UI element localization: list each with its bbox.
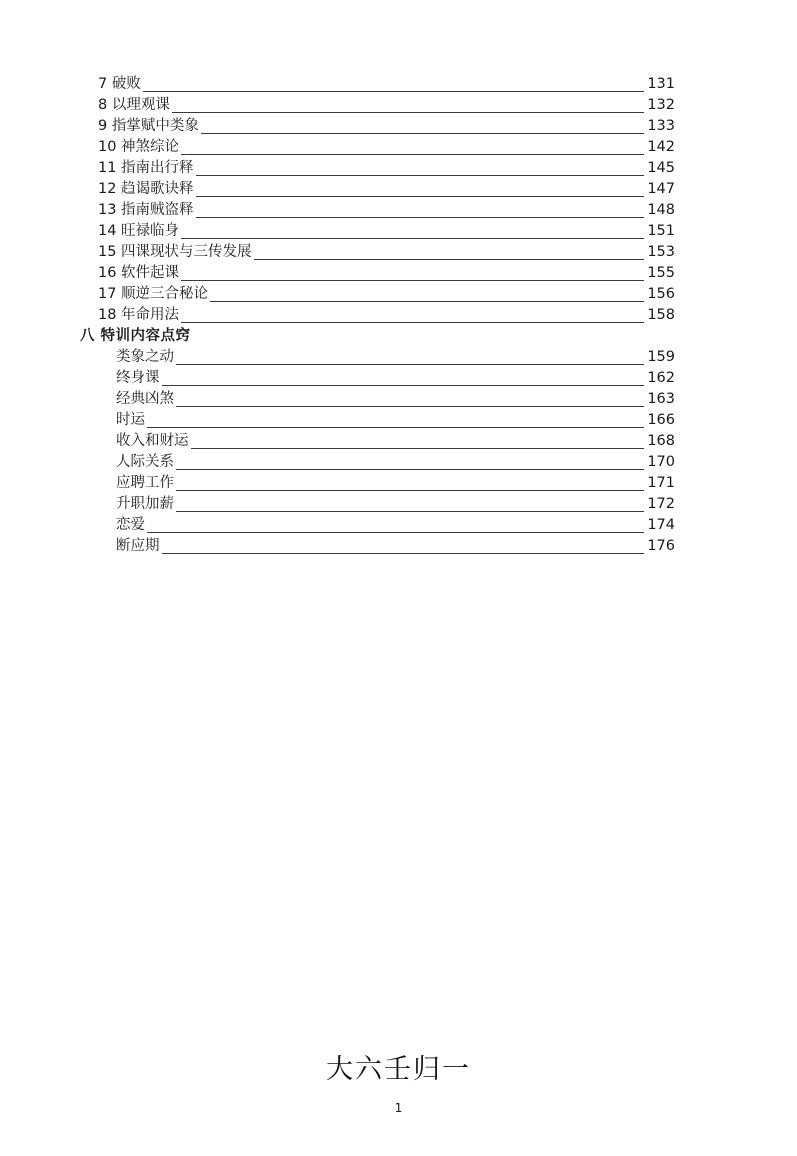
toc-entry[interactable] <box>80 200 675 221</box>
toc-entry[interactable] <box>80 137 675 158</box>
toc-entry-page: 166 <box>647 412 675 428</box>
toc-leader-dots <box>176 462 644 473</box>
toc-entry[interactable] <box>80 263 675 284</box>
toc-entry-label: 8 以理观课 <box>98 97 170 113</box>
toc-entry-page: 163 <box>647 391 675 407</box>
toc-entry[interactable] <box>80 284 675 305</box>
toc-leader-dots <box>210 294 644 305</box>
toc-leader-dots <box>147 420 644 431</box>
toc-entry-label: 11 指南出行释 <box>98 160 194 176</box>
toc-entry-page: 168 <box>647 433 675 449</box>
toc-entry-page: 155 <box>647 265 675 281</box>
toc-entry-label: 时运 <box>116 412 145 428</box>
toc-leader-dots <box>176 504 644 515</box>
toc-entry-page: 156 <box>647 286 675 302</box>
toc-entry-page: 151 <box>647 223 675 239</box>
toc-entry[interactable] <box>80 326 675 347</box>
toc-entry-page: 174 <box>647 517 675 533</box>
toc-entry-label: 终身课 <box>116 370 160 386</box>
toc-leader-dots <box>196 210 645 221</box>
toc-entry[interactable] <box>80 179 675 200</box>
toc-leader-dots <box>191 441 645 452</box>
toc-leader-dots <box>201 126 644 137</box>
toc-entry-label: 断应期 <box>116 538 160 554</box>
toc-leader-dots <box>181 147 644 158</box>
toc-entry-page: 147 <box>647 181 675 197</box>
toc-entry-label: 10 神煞综论 <box>98 139 180 155</box>
toc-entry-label: 恋爱 <box>116 517 145 533</box>
toc-entry-label: 八 特训内容点窍 <box>80 328 191 344</box>
toc-leader-dots <box>181 273 644 284</box>
toc-leader-dots <box>196 168 645 179</box>
toc-entry[interactable] <box>80 221 675 242</box>
toc-entry[interactable] <box>80 347 675 368</box>
toc-entry[interactable] <box>80 242 675 263</box>
toc-entry-label: 类象之动 <box>116 349 174 365</box>
toc-entry-label: 12 趋谒歌诀释 <box>98 181 194 197</box>
toc-entry-page: 172 <box>647 496 675 512</box>
toc-leader-dots <box>176 483 644 494</box>
toc-entry[interactable] <box>80 473 675 494</box>
toc-leader-dots <box>162 378 645 389</box>
toc-entry[interactable] <box>80 95 675 116</box>
toc-leader-dots <box>176 399 644 410</box>
toc-leader-dots <box>147 525 644 536</box>
book-title: 大六壬归一 <box>326 1054 471 1085</box>
toc-leader-dots <box>143 84 644 95</box>
toc-leader-dots <box>254 252 645 263</box>
toc-entry-label: 应聘工作 <box>116 475 174 491</box>
toc-entry-label: 13 指南贼盗释 <box>98 202 194 218</box>
toc-leader-dots <box>162 546 645 557</box>
toc-entry-page: 162 <box>647 370 675 386</box>
toc-entry-page: 158 <box>647 307 675 323</box>
toc-entry-page: 142 <box>647 139 675 155</box>
toc-entry[interactable] <box>80 431 675 452</box>
toc-entry-label: 人际关系 <box>116 454 174 470</box>
toc-entry-label: 16 软件起课 <box>98 265 180 281</box>
toc-leader-dots <box>196 189 645 200</box>
toc-entry-page: 133 <box>647 118 675 134</box>
toc-entry-label: 经典凶煞 <box>116 391 174 407</box>
toc-entry-label: 14 旺禄临身 <box>98 223 180 239</box>
toc-entry-label: 9 指掌赋中类象 <box>98 118 199 134</box>
toc-entry-label: 7 破败 <box>98 76 141 92</box>
toc-entry-page: 153 <box>647 244 675 260</box>
toc-entry-page: 132 <box>647 97 675 113</box>
toc-entry[interactable] <box>80 305 675 326</box>
toc-entry-label: 18 年命用法 <box>98 307 180 323</box>
toc-entry-label: 15 四课现状与三传发展 <box>98 244 252 260</box>
toc-leader-dots <box>176 357 644 368</box>
toc-entry-page: 171 <box>647 475 675 491</box>
toc-entry[interactable] <box>80 389 675 410</box>
page-number: 1 <box>394 1100 403 1115</box>
toc-leader-dots <box>181 231 644 242</box>
toc-entry-page: 145 <box>647 160 675 176</box>
toc-entry[interactable] <box>80 452 675 473</box>
toc-entry-label: 收入和财运 <box>116 433 189 449</box>
toc-entry[interactable] <box>80 116 675 137</box>
toc-entry-page: 176 <box>647 538 675 554</box>
toc-entry-label: 升职加薪 <box>116 496 174 512</box>
toc-entry[interactable] <box>80 515 675 536</box>
table-of-contents <box>80 74 675 557</box>
toc-entry[interactable] <box>80 74 675 95</box>
toc-entry-page: 159 <box>647 349 675 365</box>
toc-entry[interactable] <box>80 158 675 179</box>
toc-leader-dots <box>172 105 644 116</box>
toc-entry[interactable] <box>80 494 675 515</box>
toc-entry[interactable] <box>80 410 675 431</box>
toc-entry-page: 131 <box>647 76 675 92</box>
toc-leader-dots <box>193 336 646 347</box>
toc-entry[interactable] <box>80 536 675 557</box>
toc-leader-dots <box>181 315 644 326</box>
toc-entry-page: 148 <box>647 202 675 218</box>
toc-entry-label: 17 顺逆三合秘论 <box>98 286 209 302</box>
toc-entry-page: 170 <box>647 454 675 470</box>
toc-entry[interactable] <box>80 368 675 389</box>
